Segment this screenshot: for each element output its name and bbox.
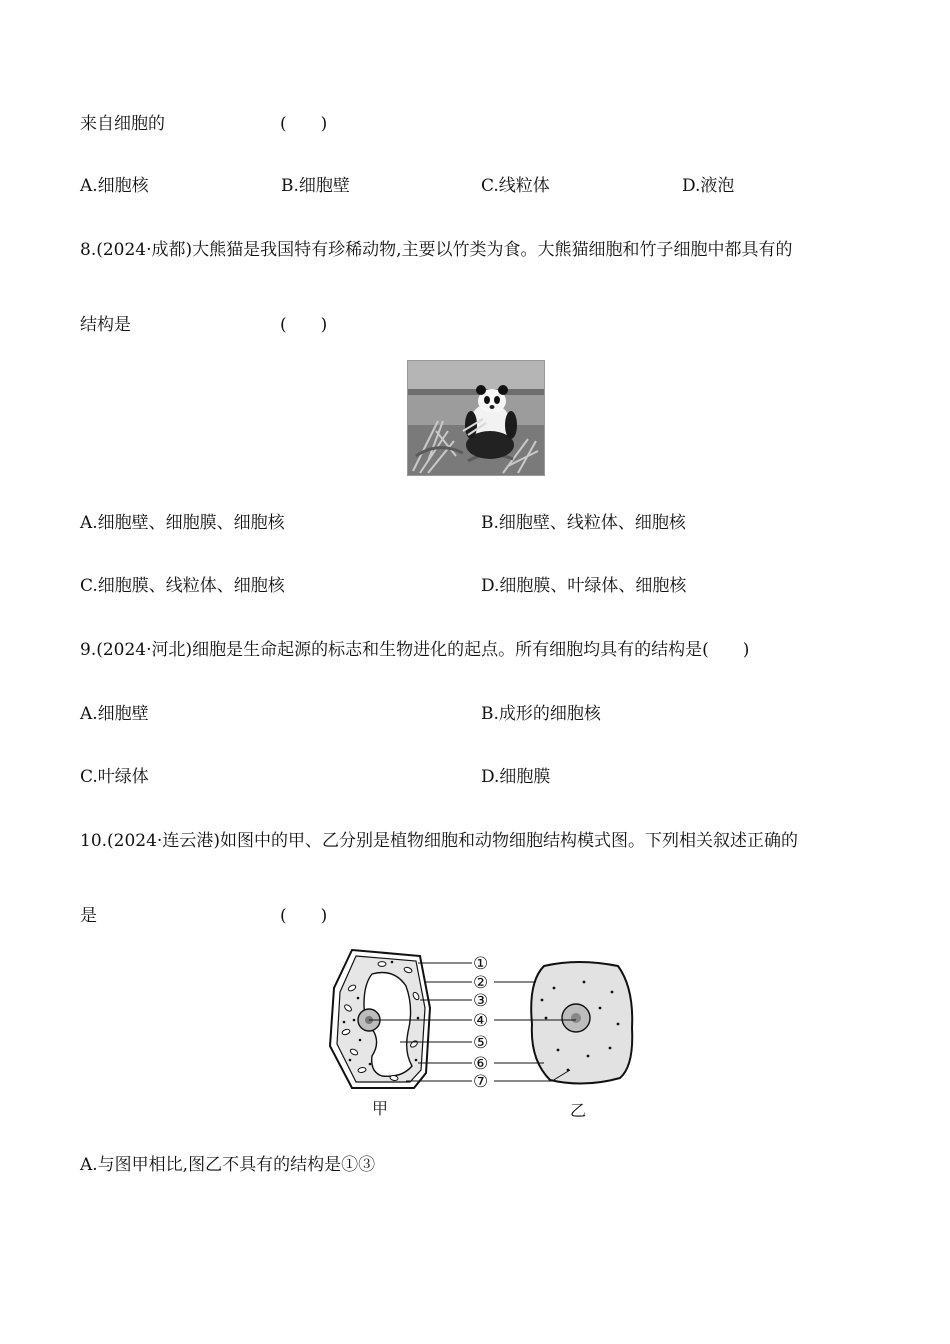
q8-stem-line1: 8.(2024·成都)大熊猫是我国特有珍稀动物,主要以竹类为食。大熊猫细胞和竹子细胞中都具有的 — [80, 240, 793, 260]
animal-cell-caption: 乙 — [570, 1101, 587, 1120]
q7-answer-blank: ( ) — [280, 114, 328, 134]
label-5: ⑤ — [473, 1033, 489, 1053]
q8-option-a: A.细胞壁、细胞膜、细胞核 — [80, 513, 285, 533]
q10-stem-line1: 10.(2024·连云港)如图中的甲、乙分别是植物细胞和动物细胞结构模式图。下列相关叙述正确的 — [80, 831, 798, 851]
q10-answer-blank: ( ) — [280, 906, 328, 926]
q8-option-c: C.细胞膜、线粒体、细胞核 — [80, 576, 285, 596]
q7-stem: 来自细胞的 — [80, 114, 165, 134]
q8-option-d: D.细胞膜、叶绿体、细胞核 — [481, 576, 687, 596]
label-6: ⑥ — [473, 1054, 489, 1074]
q9-stem: 9.(2024·河北)细胞是生命起源的标志和生物进化的起点。所有细胞均具有的结构是( ) — [80, 640, 750, 660]
panda-photo — [407, 360, 545, 476]
q9-option-c: C.叶绿体 — [80, 767, 149, 787]
cell-structure-diagram — [322, 948, 642, 1123]
label-1: ① — [473, 954, 489, 974]
animal-cell — [531, 962, 632, 1084]
q8-option-b: B.细胞壁、线粒体、细胞核 — [481, 513, 686, 533]
q8-answer-blank: ( ) — [280, 315, 328, 335]
q7-option-b: B.细胞壁 — [281, 176, 350, 196]
plant-cell — [330, 950, 430, 1088]
label-7: ⑦ — [473, 1072, 489, 1092]
q7-option-c: C.线粒体 — [481, 176, 550, 196]
q9-option-a: A.细胞壁 — [80, 704, 149, 724]
label-3: ③ — [473, 991, 489, 1011]
label-4: ④ — [473, 1011, 489, 1031]
plant-cell-caption: 甲 — [372, 1099, 389, 1118]
q9-option-d: D.细胞膜 — [481, 767, 551, 787]
q10-option-a: A.与图甲相比,图乙不具有的结构是①③ — [80, 1155, 376, 1175]
label-2: ② — [473, 973, 489, 993]
q8-stem-line2: 结构是 — [80, 315, 131, 335]
q7-option-a: A.细胞核 — [80, 176, 149, 196]
q7-option-d: D.液泡 — [682, 176, 735, 196]
q10-stem-line2: 是 — [80, 906, 97, 926]
q9-option-b: B.成形的细胞核 — [481, 704, 601, 724]
